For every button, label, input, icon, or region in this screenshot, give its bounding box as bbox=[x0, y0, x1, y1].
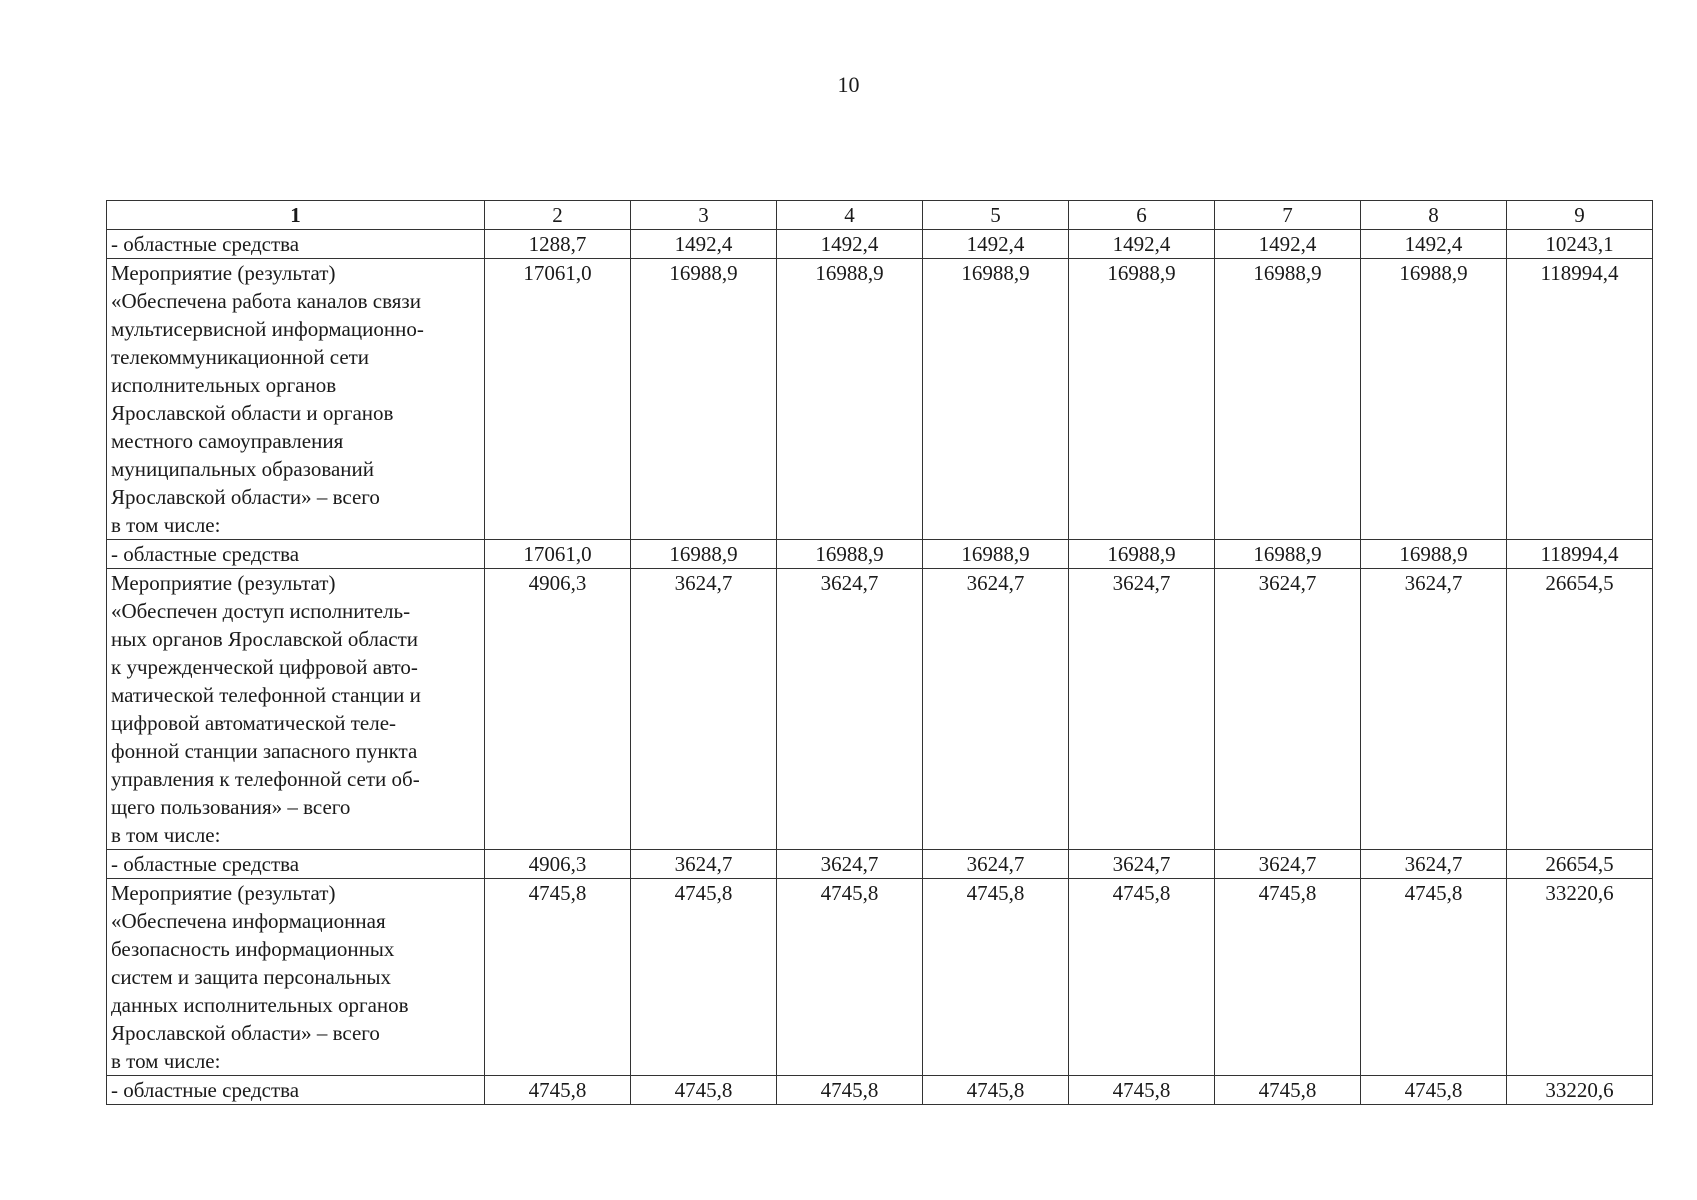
column-header-5: 5 bbox=[923, 201, 1069, 230]
table-cell: 3624,7 bbox=[1361, 569, 1507, 850]
table-cell-total: 26654,5 bbox=[1507, 850, 1653, 879]
table-cell: 1492,4 bbox=[1069, 230, 1215, 259]
table-row-activity bbox=[107, 259, 1653, 540]
row-label: Мероприятие (результат) «Обеспечена информационная безопасность информационных систем и защита персональных данных исполнительных органов Ярославской области» – всего в том числе: bbox=[107, 879, 485, 1076]
table-cell: 16988,9 bbox=[1215, 259, 1361, 540]
table-cell: 4745,8 bbox=[923, 879, 1069, 1076]
table-cell: 4745,8 bbox=[631, 1076, 777, 1105]
table-cell: 3624,7 bbox=[1069, 569, 1215, 850]
table-cell-total: 10243,1 bbox=[1507, 230, 1653, 259]
table-cell: 17061,0 bbox=[485, 259, 631, 540]
row-label: Мероприятие (результат) «Обеспечен доступ исполнитель- ных органов Ярославской области к учрежденческой цифровой авто- матической телефонной станции и цифровой автоматической теле- фонной станции запасного пункта управления к телефонной сети об- щего пользования» – всего в том числе: bbox=[107, 569, 485, 850]
table-cell: 1492,4 bbox=[631, 230, 777, 259]
table-cell: 3624,7 bbox=[1069, 850, 1215, 879]
table-cell: 16988,9 bbox=[1069, 259, 1215, 540]
table-row-regional-funds bbox=[107, 230, 1653, 259]
table-cell-total: 33220,6 bbox=[1507, 879, 1653, 1076]
column-header-7: 7 bbox=[1215, 201, 1361, 230]
table-cell: 3624,7 bbox=[777, 850, 923, 879]
column-header-9: 9 bbox=[1507, 201, 1653, 230]
column-header-8: 8 bbox=[1361, 201, 1507, 230]
table-cell: 4745,8 bbox=[1361, 879, 1507, 1076]
table-cell: 16988,9 bbox=[1361, 259, 1507, 540]
column-header-3: 3 bbox=[631, 201, 777, 230]
table-cell: 4745,8 bbox=[1215, 1076, 1361, 1105]
table-row-activity bbox=[107, 879, 1653, 1076]
table-cell: 3624,7 bbox=[923, 569, 1069, 850]
table-cell: 4745,8 bbox=[1361, 1076, 1507, 1105]
table-row-regional-funds bbox=[107, 540, 1653, 569]
table-cell: 16988,9 bbox=[1215, 540, 1361, 569]
table-cell: 3624,7 bbox=[923, 850, 1069, 879]
table-cell: 3624,7 bbox=[1361, 850, 1507, 879]
row-label: - областные средства bbox=[107, 230, 485, 259]
budget-table bbox=[106, 200, 1653, 1105]
table-cell: 16988,9 bbox=[923, 540, 1069, 569]
table-cell: 3624,7 bbox=[631, 569, 777, 850]
table-row-regional-funds bbox=[107, 850, 1653, 879]
table-cell: 1288,7 bbox=[485, 230, 631, 259]
table-cell: 4745,8 bbox=[631, 879, 777, 1076]
table-cell: 16988,9 bbox=[631, 259, 777, 540]
table-cell: 1492,4 bbox=[777, 230, 923, 259]
table-row-regional-funds bbox=[107, 1076, 1653, 1105]
table-cell: 4745,8 bbox=[1069, 879, 1215, 1076]
table-cell: 16988,9 bbox=[1361, 540, 1507, 569]
table-cell: 1492,4 bbox=[923, 230, 1069, 259]
table-cell: 16988,9 bbox=[777, 540, 923, 569]
table-cell: 16988,9 bbox=[777, 259, 923, 540]
table-cell: 3624,7 bbox=[1215, 850, 1361, 879]
table-cell: 3624,7 bbox=[777, 569, 923, 850]
row-label: Мероприятие (результат) «Обеспечена работа каналов связи мультисервисной информационно- телекоммуникационной сети исполнительных органов Ярославской области и органов местного самоуправления муниципальных образований Ярославской области» – всего в том числе: bbox=[107, 259, 485, 540]
table-cell: 3624,7 bbox=[631, 850, 777, 879]
header-row bbox=[107, 201, 1653, 230]
table-cell-total: 26654,5 bbox=[1507, 569, 1653, 850]
column-header-4: 4 bbox=[777, 201, 923, 230]
table-cell: 4745,8 bbox=[923, 1076, 1069, 1105]
table-cell: 4745,8 bbox=[1215, 879, 1361, 1076]
column-header-2: 2 bbox=[485, 201, 631, 230]
column-header-1: 1 bbox=[107, 201, 485, 230]
table-cell: 16988,9 bbox=[923, 259, 1069, 540]
table-cell: 4745,8 bbox=[777, 879, 923, 1076]
table-cell: 4745,8 bbox=[1069, 1076, 1215, 1105]
row-label: - областные средства bbox=[107, 850, 485, 879]
table-cell: 4745,8 bbox=[777, 1076, 923, 1105]
row-label: - областные средства bbox=[107, 540, 485, 569]
row-label: - областные средства bbox=[107, 1076, 485, 1105]
table-cell: 4906,3 bbox=[485, 850, 631, 879]
table-cell-total: 33220,6 bbox=[1507, 1076, 1653, 1105]
table-row-activity bbox=[107, 569, 1653, 850]
table-cell: 1492,4 bbox=[1215, 230, 1361, 259]
column-header-6: 6 bbox=[1069, 201, 1215, 230]
table-cell: 1492,4 bbox=[1361, 230, 1507, 259]
table-cell: 16988,9 bbox=[1069, 540, 1215, 569]
table-cell: 16988,9 bbox=[631, 540, 777, 569]
table-cell: 3624,7 bbox=[1215, 569, 1361, 850]
table-cell: 17061,0 bbox=[485, 540, 631, 569]
table-cell-total: 118994,4 bbox=[1507, 540, 1653, 569]
table-cell-total: 118994,4 bbox=[1507, 259, 1653, 540]
page-number: 10 bbox=[837, 72, 860, 97]
table-cell: 4906,3 bbox=[485, 569, 631, 850]
table-cell: 4745,8 bbox=[485, 879, 631, 1076]
table-cell: 4745,8 bbox=[485, 1076, 631, 1105]
